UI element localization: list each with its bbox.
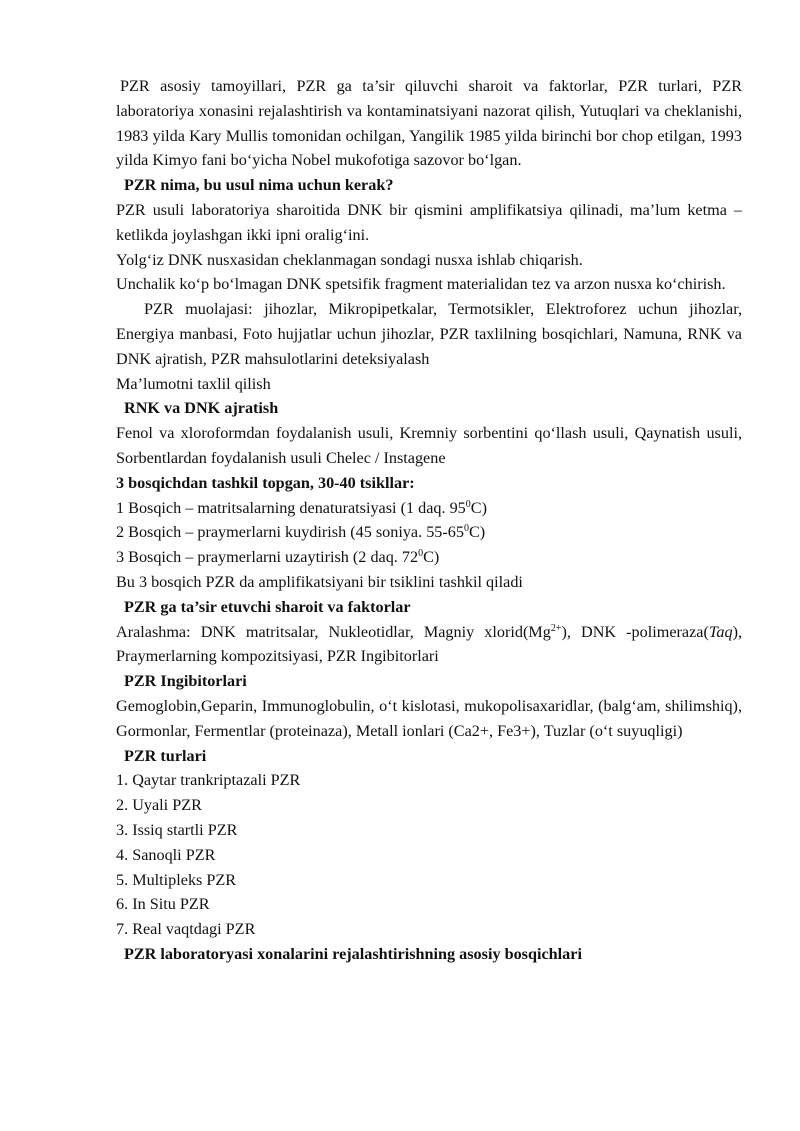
step-2: 2 Bosqich – praymerlarni kuydirish (45 soniya. $55-65^0C$) xyxy=(116,523,486,542)
paragraph-inhibitors: Gemoglobin,Geparin, Immunoglobulin, o‘t kislotasi, mukopolisaxaridlar, (balg‘am, shilimshiq), Gormonlar, Fermentlar (proteinaza), Metall ionlari (Ca2+, Fe3+), Tuzlar (o‘t suyuqligi) xyxy=(116,696,742,740)
step-3: 3 Bosqich – praymerlarni uzaytirish (2 daq. $72^0C$) xyxy=(116,548,440,567)
heading-rnk-dnk: RNK va DNK ajratish xyxy=(124,399,279,418)
heading-inhibitors: PZR Ingibitorlari xyxy=(124,672,247,691)
superscript-degree: 0 xyxy=(418,548,424,560)
paragraph-extraction-methods: Fenol va xloroformdan foydalanish usuli, Kremniy sorbentini qo‘llash usuli, Qaynatish usuli, Sorbentlardan foydalanish usuli Chelec / Instagene xyxy=(116,424,742,467)
heading-pzr-nima: PZR nima, bu usul nima uchun kerak? xyxy=(124,176,394,195)
heading-pzr-types: PZR turlari xyxy=(124,746,207,765)
paragraph-single-copy: Yolg‘iz DNK nusxasidan cheklanmagan sondagi nusxa ishlab chiqarish. xyxy=(116,250,583,269)
taq-italic: Taq xyxy=(708,622,733,641)
list-item: 3. Issiq startli PZR xyxy=(116,820,238,839)
document-page xyxy=(116,74,742,967)
paragraph-amplification: PZR usuli laboratoriya sharoitida DNK bir qismini amplifikatsiya qilinadi, ma’lum ketma – ketlikda joylashgan ikki ipni oralig‘ini. xyxy=(116,200,742,244)
paragraph-fast-copy: Unchalik ko‘p bo‘lmagan DNK spetsifik fragment materialidan tez va arzon nusxa ko‘chirish. xyxy=(116,275,726,294)
paragraph-data-analysis: Ma’lumotni taxlil qilish xyxy=(116,374,271,393)
pzr-types-list xyxy=(116,768,742,942)
list-item: 7. Real vaqtdagi PZR xyxy=(116,920,256,939)
superscript-degree: 0 xyxy=(465,498,471,510)
paragraph-mixture: Aralashma: DNK matritsalar, Nukleotidlar, Magniy $xlorid(Mg^{2+})$, DNK -polimeraza(Taq), Praymerlarning kompozitsiyasi, PZR Ingibitorlari xyxy=(116,622,742,666)
list-item: 2. Uyali PZR xyxy=(116,796,202,815)
heading-factors: PZR ga ta’sir etuvchi sharoit va faktorlar xyxy=(124,597,411,616)
list-item: 6. In Situ PZR xyxy=(116,895,210,914)
step-1: 1 Bosqich – matritsalarning denaturatsiyasi (1 daq. $95^0C$) xyxy=(116,498,487,517)
superscript-degree: 0 xyxy=(463,523,469,535)
list-item: 1. Qaytar trankriptazali PZR xyxy=(116,771,301,790)
heading-lab-planning: PZR laboratoryasi xonalarini rejalashtirishning asosiy bosqichlari xyxy=(124,944,582,963)
paragraph-procedure: PZR muolajasi: jihozlar, Mikropipetkalar, Termotsikler, Elektroforez uchun jihozlar, Energiya manbasi, Foto hujjatlar uchun jihozlar, PZR taxlilning bosqichlari, Namuna, RNK va DNK ajratish, PZR mahsulotlarini deteksiyalash xyxy=(116,300,742,368)
intro-paragraph: PZR asosiy tamoyillari, PZR ga ta’sir qiluvchi sharoit va faktorlar, PZR turlari, PZR laboratoriya xonasini rejalashtirish va kontaminatsiyani nazorat qilish, Yutuqlari va cheklanishi, 1983 yilda Kary Mullis tomonidan ochilgan, Yangilik 1985 yilda birinchi bor chop etilgan, 1993 yilda Kimyo fani bo‘yicha Nobel mukofotiga sazovor bo‘lgan. xyxy=(116,77,742,170)
list-item: 5. Multipleks PZR xyxy=(116,870,237,889)
list-item: 4. Sanoqli PZR xyxy=(116,845,216,864)
subheading-three-stages: 3 bosqichdan tashkil topgan, 30-40 tsikllar: xyxy=(116,473,415,492)
superscript-charge: 2+ xyxy=(550,622,562,634)
paragraph-cycle-summary: Bu 3 bosqich PZR da amplifikatsiyani bir tsiklini tashkil qiladi xyxy=(116,572,523,591)
